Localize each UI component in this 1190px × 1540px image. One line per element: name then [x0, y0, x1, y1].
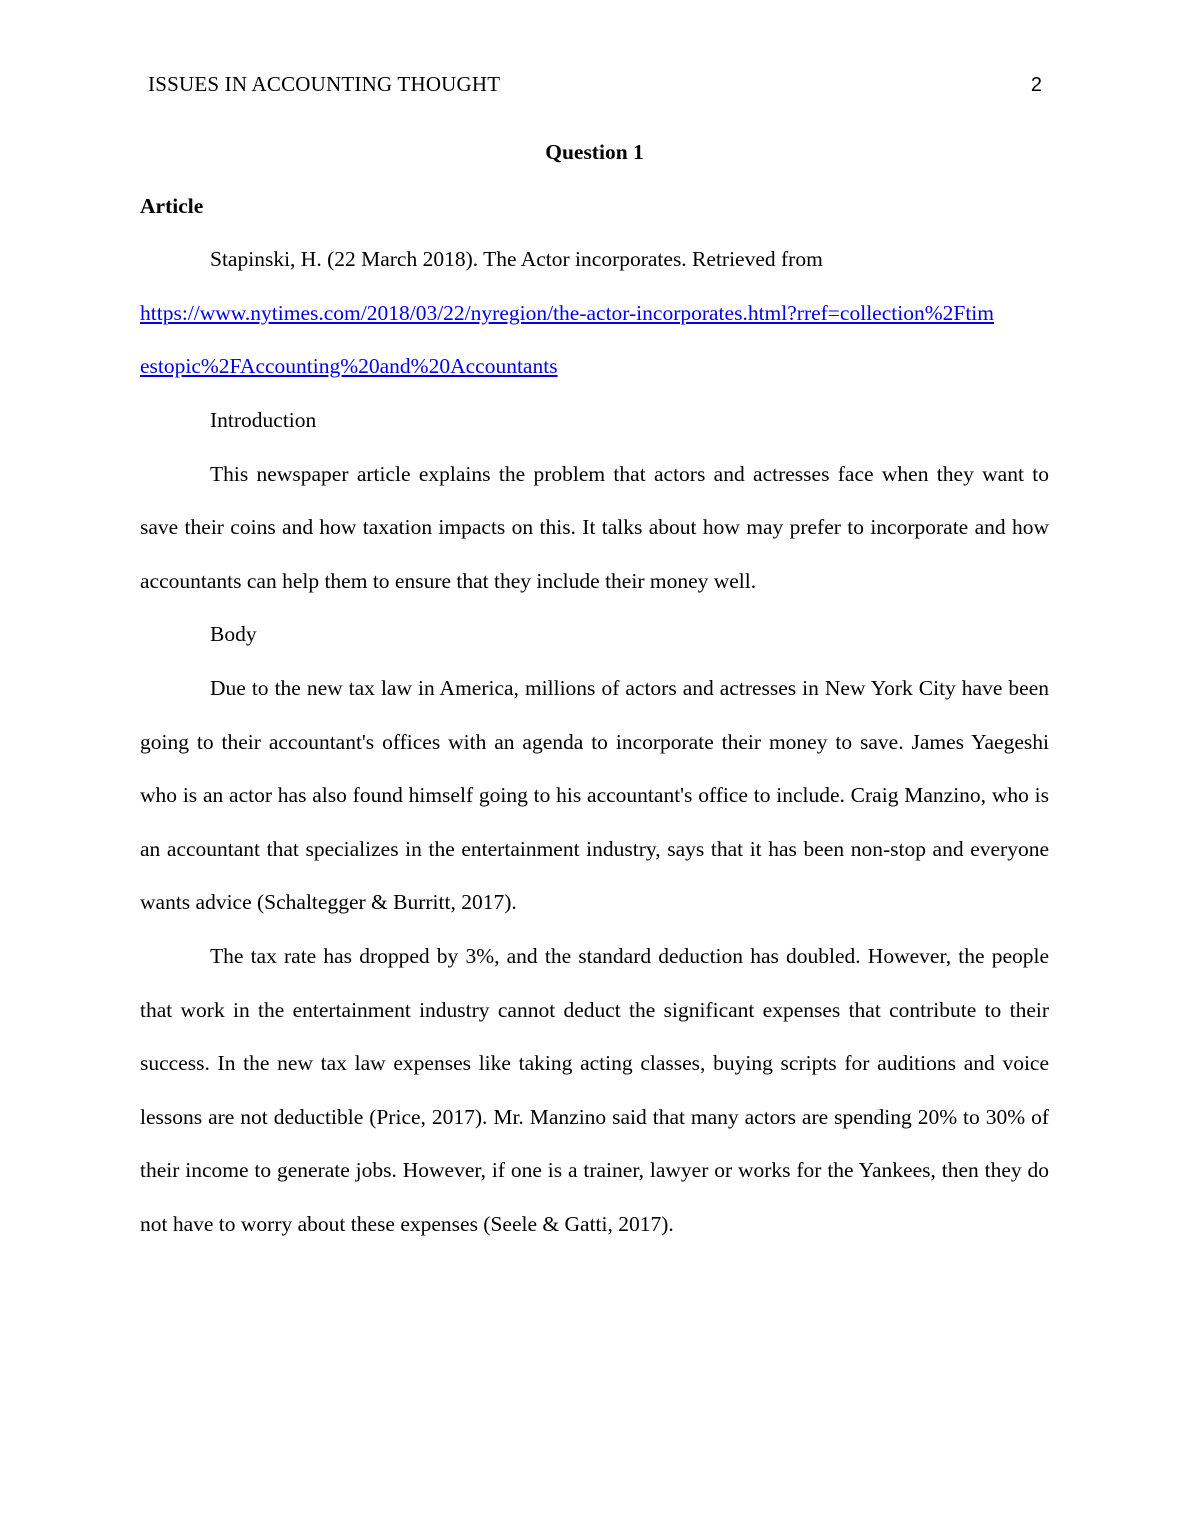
- running-head: ISSUES IN ACCOUNTING THOUGHT: [148, 72, 501, 96]
- citation-text: Stapinski, H. (22 March 2018). The Actor incorporates. Retrieved from: [210, 247, 823, 272]
- article-heading: Article: [140, 193, 204, 218]
- document-body: [140, 126, 1049, 1251]
- body-label: Body: [210, 622, 257, 647]
- introduction-paragraph: This newspaper article explains the problem that actors and actresses face when they want to save their coins and how taxation impacts on this. It talks about how may prefer to incorporate and how accountants can help them to ensure that they include their money well.: [140, 461, 1049, 593]
- body-paragraph-2: The tax rate has dropped by 3%, and the standard deduction has doubled. However, the people that work in the entertainment industry cannot deduct the significant expenses that contribute to their success. In the new tax law expenses like taking acting classes, buying scripts for auditions and voice lessons are not deductible (Price, 2017). Mr. Manzino said that many actors are spending 20% to 30% of their income to generate jobs. However, if one is a trainer, lawyer or works for the Yankees, then they do not have to worry about these expenses (Seele & Gatti, 2017).: [140, 943, 1049, 1236]
- body-paragraph-1: Due to the new tax law in America, millions of actors and actresses in New York City have been going to their accountant's offices with an agenda to incorporate their money to save. James Yaegeshi who is an actor has also found himself going to his accountant's office to include. Craig Manzino, who is an accountant that specializes in the entertainment industry, says that it has been non-stop and everyone wants advice (Schaltegger & Burritt, 2017).: [140, 675, 1049, 915]
- page-number: 2: [1030, 74, 1042, 96]
- introduction-label: Introduction: [210, 407, 317, 432]
- citation-link[interactable]: https://www.nytimes.com/2018/03/22/nyregion/the-actor-incorporates.html?rref=collection%2Ftimestopic%2FAccounting%20and%20Accountants: [140, 300, 994, 379]
- question-heading: Question 1: [545, 140, 644, 164]
